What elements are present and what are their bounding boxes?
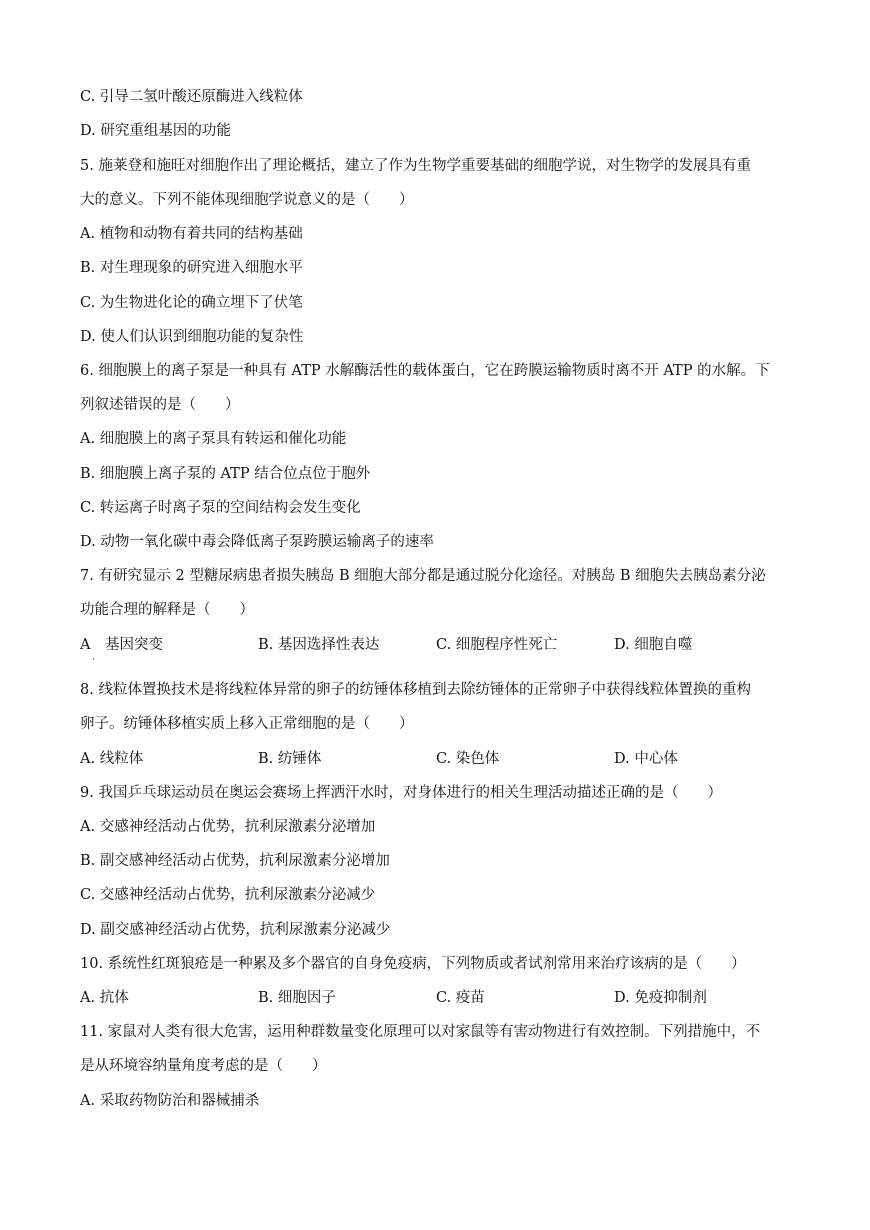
q5-stem-line2: 大的意义。下列不能体现细胞学说意义的是（ ） bbox=[80, 192, 414, 208]
q7-option-a: A 基因突变 bbox=[80, 637, 163, 653]
q7-option-a-dot: · bbox=[92, 655, 95, 665]
q10-option-d: D. 免疫抑制剂 bbox=[614, 990, 707, 1006]
q8-stem-line1: 8. 线粒体置换技术是将线粒体异常的卵子的纺锤体移植到去除纺锤体的正常卵子中获得线粒体置换的重构 bbox=[80, 682, 751, 698]
q8-option-c: C. 染色体 bbox=[436, 751, 500, 767]
q4-option-c: C. 引导二氢叶酸还原酶进入线粒体 bbox=[80, 89, 303, 105]
q7-option-d: D. 细胞自噬 bbox=[614, 637, 693, 653]
q7-option-c: C. 细胞程序性死亡 bbox=[436, 637, 558, 653]
q8-stem-line2: 卵子。纺锤体移植实质上移入正常细胞的是（ ） bbox=[80, 716, 414, 732]
q9-option-d: D. 副交感神经活动占优势，抗利尿激素分泌减少 bbox=[80, 922, 391, 938]
q5-stem-line1: 5. 施莱登和施旺对细胞作出了理论概括，建立了作为生物学重要基础的细胞学说，对生物学的发展具有重 bbox=[80, 158, 751, 174]
q4-option-d: D. 研究重组基因的功能 bbox=[80, 123, 231, 139]
q11-stem-line2: 是从环境容纳量角度考虑的是（ ） bbox=[80, 1058, 327, 1074]
q11-option-a: A. 采取药物防治和器械捕杀 bbox=[80, 1093, 260, 1109]
q7-option-b: B. 基因选择性表达 bbox=[258, 637, 380, 653]
q11-stem-line1: 11. 家鼠对人类有很大危害，运用种群数量变化原理可以对家鼠等有害动物进行有效控制。下列措施中，不 bbox=[80, 1024, 761, 1040]
q7-stem-line1: 7. 有研究显示 2 型糖尿病患者损失胰岛 B 细胞大部分都是通过脱分化途径。对胰岛 B 细胞失去胰岛素分泌 bbox=[80, 568, 766, 584]
q10-option-c: C. 疫苗 bbox=[436, 990, 485, 1006]
q9-option-c: C. 交感神经活动占优势，抗利尿激素分泌减少 bbox=[80, 887, 376, 903]
q6-stem-line2: 列叙述错误的是（ ） bbox=[80, 397, 240, 413]
q5-option-a: A. 植物和动物有着共同的结构基础 bbox=[80, 226, 303, 242]
q6-option-b: B. 细胞膜上离子泵的 ATP 结合位点位于胞外 bbox=[80, 466, 371, 482]
q5-option-c: C. 为生物进化论的确立埋下了伏笔 bbox=[80, 295, 303, 311]
q6-option-d: D. 动物一氧化碳中毒会降低离子泵跨膜运输离子的速率 bbox=[80, 534, 434, 550]
q5-option-b: B. 对生理现象的研究进入细胞水平 bbox=[80, 260, 303, 276]
q10-option-b: B. 细胞因子 bbox=[258, 990, 336, 1006]
q8-option-d: D. 中心体 bbox=[614, 751, 678, 767]
q5-option-d: D. 使人们认识到细胞功能的复杂性 bbox=[80, 329, 304, 345]
q10-stem: 10. 系统性红斑狼疮是一种累及多个器官的自身免疫病，下列物质或者试剂常用来治疗该病的是（ ） bbox=[80, 956, 746, 972]
q6-option-c: C. 转运离子时离子泵的空间结构会发生变化 bbox=[80, 500, 361, 516]
q8-option-b: B. 纺锤体 bbox=[258, 751, 322, 767]
q7-stem-line2: 功能合理的解释是（ ） bbox=[80, 602, 254, 618]
q9-option-b: B. 副交感神经活动占优势，抗利尿激素分泌增加 bbox=[80, 853, 390, 869]
q10-option-a: A. 抗体 bbox=[80, 990, 129, 1006]
q9-stem: 9. 我国乒乓球运动员在奥运会赛场上挥洒汗水时，对身体进行的相关生理活动描述正确的是（ ） bbox=[80, 785, 722, 801]
q8-option-a: A. 线粒体 bbox=[80, 751, 144, 767]
q6-option-a: A. 细胞膜上的离子泵具有转运和催化功能 bbox=[80, 431, 347, 447]
q9-option-a: A. 交感神经活动占优势，抗利尿激素分泌增加 bbox=[80, 819, 376, 835]
q6-stem-line1: 6. 细胞膜上的离子泵是一种具有 ATP 水解酶活性的载体蛋白，它在跨膜运输物质时离不开 ATP 的水解。下 bbox=[80, 363, 770, 379]
